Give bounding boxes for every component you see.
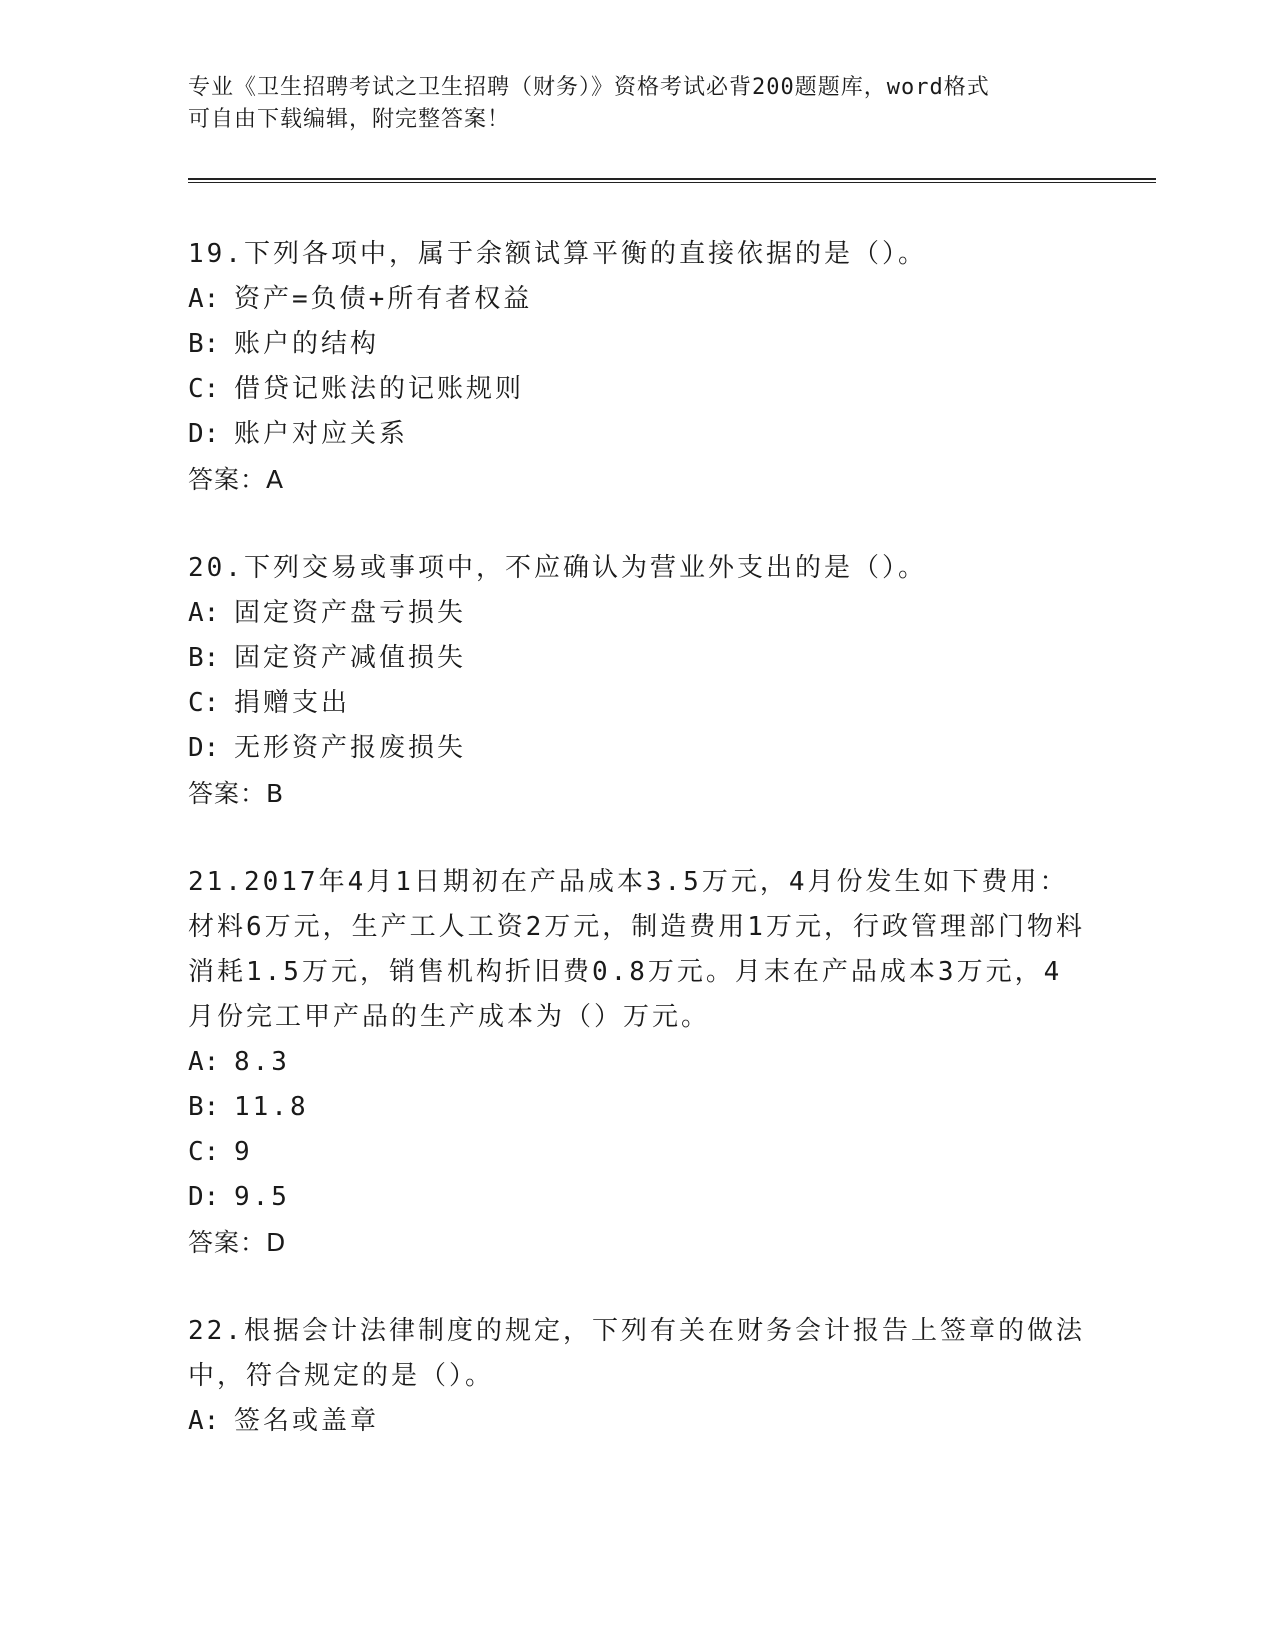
option-text: 固定资产盘亏损失 bbox=[234, 598, 467, 628]
option-text: 8.3 bbox=[234, 1047, 290, 1077]
question-19 bbox=[188, 232, 1088, 502]
option-d bbox=[188, 726, 1088, 771]
option-c bbox=[188, 367, 1088, 412]
option-c bbox=[188, 681, 1088, 726]
question-stem: 20.下列交易或事项中，不应确认为营业外支出的是（）。 bbox=[188, 553, 927, 583]
header-line-1: 专业《卫生招聘考试之卫生招聘（财务）》资格考试必背200题题库，word格式 bbox=[188, 75, 990, 100]
option-letter: D: bbox=[188, 419, 220, 449]
answer-line: 答案：A bbox=[188, 465, 285, 494]
option-d bbox=[188, 1175, 1088, 1220]
option-c bbox=[188, 1130, 1088, 1175]
answer-line: 答案：D bbox=[188, 1228, 287, 1257]
option-letter: A: bbox=[188, 598, 220, 628]
option-text: 9.5 bbox=[234, 1182, 290, 1212]
option-text: 捐赠支出 bbox=[234, 688, 351, 718]
question-list bbox=[188, 232, 1088, 1488]
header-line-2: 可自由下载编辑，附完整答案！ bbox=[188, 107, 511, 132]
option-letter: C: bbox=[188, 688, 220, 718]
option-text: 账户的结构 bbox=[234, 329, 380, 359]
question-21 bbox=[188, 860, 1088, 1265]
option-letter: B: bbox=[188, 1092, 220, 1122]
option-letter: C: bbox=[188, 374, 220, 404]
option-letter: B: bbox=[188, 329, 220, 359]
question-stem: 21.2017年4月1日期初在产品成本3.5万元，4月份发生如下费用：材料6万元，生产工人工资2万元，制造费用1万元，行政管理部门物料消耗1.5万元，销售机构折旧费0.8万元。月末在产品成本3万元，4月份完工甲产品的生产成本为（）万元。 bbox=[188, 867, 1085, 1032]
question-20 bbox=[188, 546, 1088, 816]
option-text: 资产=负债+所有者权益 bbox=[234, 284, 533, 314]
document-header bbox=[188, 72, 1088, 136]
option-a bbox=[188, 277, 1088, 322]
option-letter: A: bbox=[188, 1047, 220, 1077]
question-stem: 19.下列各项中，属于余额试算平衡的直接依据的是（）。 bbox=[188, 239, 927, 269]
question-22 bbox=[188, 1309, 1088, 1444]
option-b bbox=[188, 636, 1088, 681]
option-a bbox=[188, 591, 1088, 636]
option-text: 固定资产减值损失 bbox=[234, 643, 467, 673]
header-divider bbox=[188, 178, 1156, 183]
option-b bbox=[188, 1085, 1088, 1130]
option-b bbox=[188, 322, 1088, 367]
option-text: 无形资产报废损失 bbox=[234, 733, 467, 763]
option-letter: A: bbox=[188, 284, 220, 314]
option-letter: D: bbox=[188, 1182, 220, 1212]
option-letter: D: bbox=[188, 733, 220, 763]
option-text: 9 bbox=[234, 1137, 253, 1167]
option-letter: C: bbox=[188, 1137, 220, 1167]
option-letter: A: bbox=[188, 1406, 220, 1436]
option-letter: B: bbox=[188, 643, 220, 673]
option-a bbox=[188, 1399, 1088, 1444]
question-stem: 22.根据会计法律制度的规定，下列有关在财务会计报告上签章的做法中，符合规定的是（）。 bbox=[188, 1316, 1085, 1391]
option-d bbox=[188, 412, 1088, 457]
option-text: 11.8 bbox=[234, 1092, 309, 1122]
answer-line: 答案：B bbox=[188, 779, 285, 808]
option-text: 签名或盖章 bbox=[234, 1406, 380, 1436]
option-text: 借贷记账法的记账规则 bbox=[234, 374, 525, 404]
option-a bbox=[188, 1040, 1088, 1085]
option-text: 账户对应关系 bbox=[234, 419, 409, 449]
